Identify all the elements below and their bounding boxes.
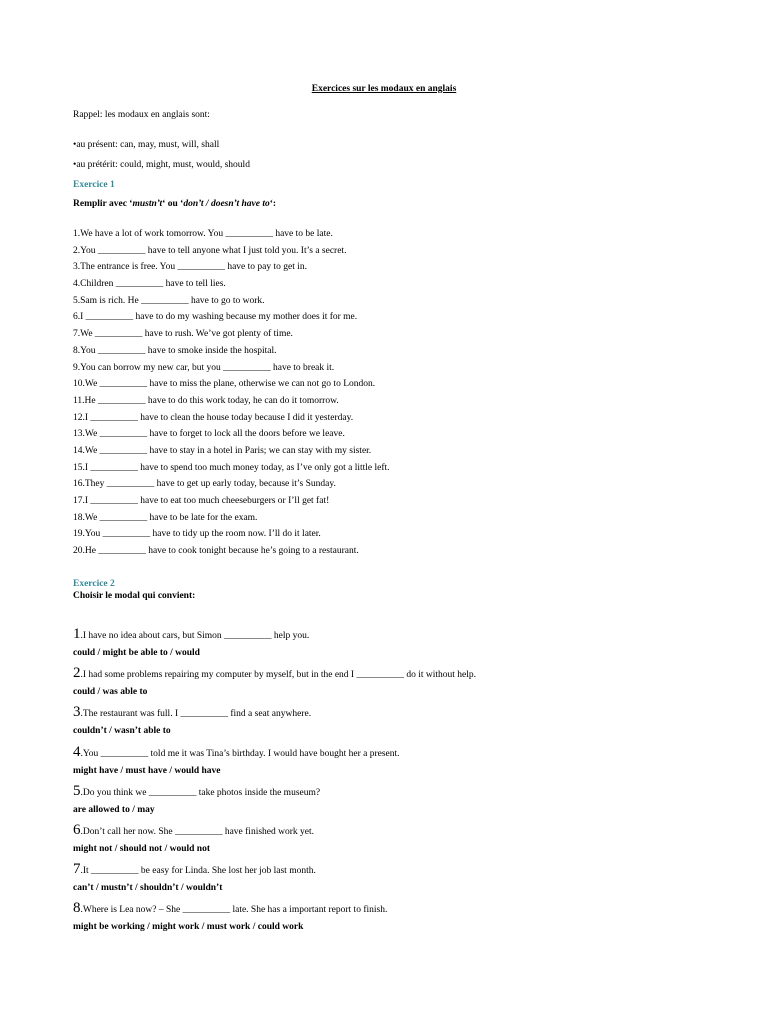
exercise-2-item bbox=[73, 781, 713, 820]
exercise-2-item bbox=[73, 742, 713, 781]
exercise-2-choices: are allowed to / may bbox=[73, 804, 155, 815]
question-number: 5 bbox=[73, 782, 81, 799]
exercise-2-question bbox=[73, 859, 713, 879]
exercise-2-choices: might be working / might work / must work / could work bbox=[73, 922, 304, 933]
page-title: Exercices sur les modaux en anglais bbox=[311, 84, 457, 94]
instruction-middle: ‘ ou ‘ bbox=[162, 199, 184, 209]
exercise-1-item: 8.You __________ have to smoke inside the hospital. bbox=[73, 345, 277, 356]
question-number: 1 bbox=[73, 626, 81, 642]
exercise-2-question bbox=[73, 742, 713, 762]
exercise-1-item: 12.I __________ have to clean the house today because I did it yesterday. bbox=[73, 412, 354, 423]
exercise-2-question bbox=[73, 702, 713, 722]
exercise-1-item: 20.He __________ have to cook tonight because he’s going to a restaurant. bbox=[73, 546, 359, 557]
exercise-2-choices: could / might be able to / would bbox=[73, 648, 200, 658]
exercise-2-item bbox=[73, 859, 713, 898]
question-text: .It __________ be easy for Linda. She lost her job last month. bbox=[80, 866, 316, 877]
question-text: .Do you think we __________ take photos inside the museum? bbox=[80, 787, 321, 798]
exercise-1-instruction bbox=[73, 198, 276, 210]
exercise-2-question bbox=[73, 820, 713, 840]
question-text: .The restaurant was full. I __________ find a seat anywhere. bbox=[80, 709, 312, 720]
exercise-2-question bbox=[73, 624, 713, 644]
exercise-2-choices: might not / should not / would not bbox=[73, 843, 210, 854]
exercise-1-item: 19.You __________ have to tidy up the room now. I’ll do it later. bbox=[73, 529, 321, 540]
exercise-2-item bbox=[73, 702, 713, 741]
question-text: .Where is Lea now? – She __________ late. She has a important report to finish. bbox=[80, 905, 388, 916]
exercise-2-question bbox=[73, 663, 713, 683]
exercise-1-item: 11.He __________ have to do this work today, he can do it tomorrow. bbox=[73, 395, 339, 406]
exercise-2-heading: Exercice 2 bbox=[73, 579, 115, 589]
exercise-2-list bbox=[73, 624, 713, 938]
question-number: 8 bbox=[73, 900, 81, 917]
exercise-2-choices: might have / must have / would have bbox=[73, 765, 221, 776]
exercise-2-choices: could / was able to bbox=[73, 687, 148, 698]
exercise-1-item: 18.We __________ have to be late for the exam. bbox=[73, 512, 258, 523]
question-number: 4 bbox=[73, 743, 81, 760]
exercise-1-item: 13.We __________ have to forget to lock all the doors before we leave. bbox=[73, 429, 345, 440]
exercise-1-heading: Exercice 1 bbox=[73, 180, 115, 190]
exercise-1-list bbox=[73, 226, 693, 560]
exercise-1-item: 3.The entrance is free. You __________ have to pay to get in. bbox=[73, 262, 308, 273]
exercise-2-instruction: Choisir le modal qui convient: bbox=[73, 591, 196, 601]
question-text: .You __________ told me it was Tina’s birthday. I would have bought her a present. bbox=[80, 748, 400, 759]
exercise-2-item bbox=[73, 820, 713, 859]
exercise-2-item bbox=[73, 663, 713, 702]
instruction-prefix: Remplir avec ‘ bbox=[73, 199, 133, 209]
exercise-2-item bbox=[73, 898, 713, 937]
instruction-option-mustnt: mustn’t bbox=[132, 199, 163, 209]
exercise-1-item: 5.Sam is rich. He __________ have to go to work. bbox=[73, 295, 265, 306]
question-text: .Don’t call her now. She __________ have finished work yet. bbox=[80, 826, 314, 837]
exercise-1-item: 10.We __________ have to miss the plane, otherwise we can not go to London. bbox=[73, 379, 376, 390]
reminder-text: Rappel: les modaux en anglais sont: bbox=[73, 110, 210, 120]
question-number: 3 bbox=[73, 704, 81, 721]
question-number: 6 bbox=[73, 821, 81, 838]
question-number: 7 bbox=[73, 861, 81, 878]
exercise-1-item: 6.I __________ have to do my washing because my mother does it for me. bbox=[73, 312, 358, 323]
bullet-preterit: •au prétérit: could, might, must, would, should bbox=[73, 160, 250, 170]
exercise-2-question bbox=[73, 898, 713, 918]
exercise-1-item: 14.We __________ have to stay in a hotel in Paris; we can stay with my sister. bbox=[73, 445, 372, 456]
exercise-1-item: 4.Children __________ have to tell lies. bbox=[73, 279, 226, 290]
exercise-1-item: 2.You __________ have to tell anyone what I just told you. It’s a secret. bbox=[73, 245, 347, 256]
instruction-option-dont-have-to: don’t / doesn’t have to bbox=[183, 199, 270, 209]
exercise-2-item bbox=[73, 624, 713, 663]
exercise-1-item: 1.We have a lot of work tomorrow. You __________ have to be late. bbox=[73, 229, 333, 239]
instruction-suffix: ‘: bbox=[269, 199, 277, 209]
bullet-present: •au présent: can, may, must, will, shall bbox=[73, 140, 220, 150]
exercise-2-choices: can’t / mustn’t / shouldn’t / wouldn’t bbox=[73, 883, 223, 894]
exercise-2-question bbox=[73, 781, 713, 801]
question-text: .I have no idea about cars, but Simon __________ help you. bbox=[80, 631, 310, 641]
exercise-1-item: 15.I __________ have to spend too much money today, as I’ve only got a little left. bbox=[73, 462, 390, 473]
exercise-1-item: 16.They __________ have to get up early today, because it’s Sunday. bbox=[73, 479, 336, 490]
exercise-1-item: 9.You can borrow my new car, but you __________ have to break it. bbox=[73, 362, 335, 373]
exercise-1-item: 17.I __________ have to eat too much cheeseburgers or I’ll get fat! bbox=[73, 496, 330, 506]
exercise-1-item: 7.We __________ have to rush. We’ve got plenty of time. bbox=[73, 329, 293, 340]
exercise-2-choices: couldn’t / wasn’t able to bbox=[73, 726, 171, 737]
question-text: .I had some problems repairing my computer by myself, but in the end I __________ do it without help. bbox=[80, 670, 477, 681]
question-number: 2 bbox=[73, 665, 81, 682]
